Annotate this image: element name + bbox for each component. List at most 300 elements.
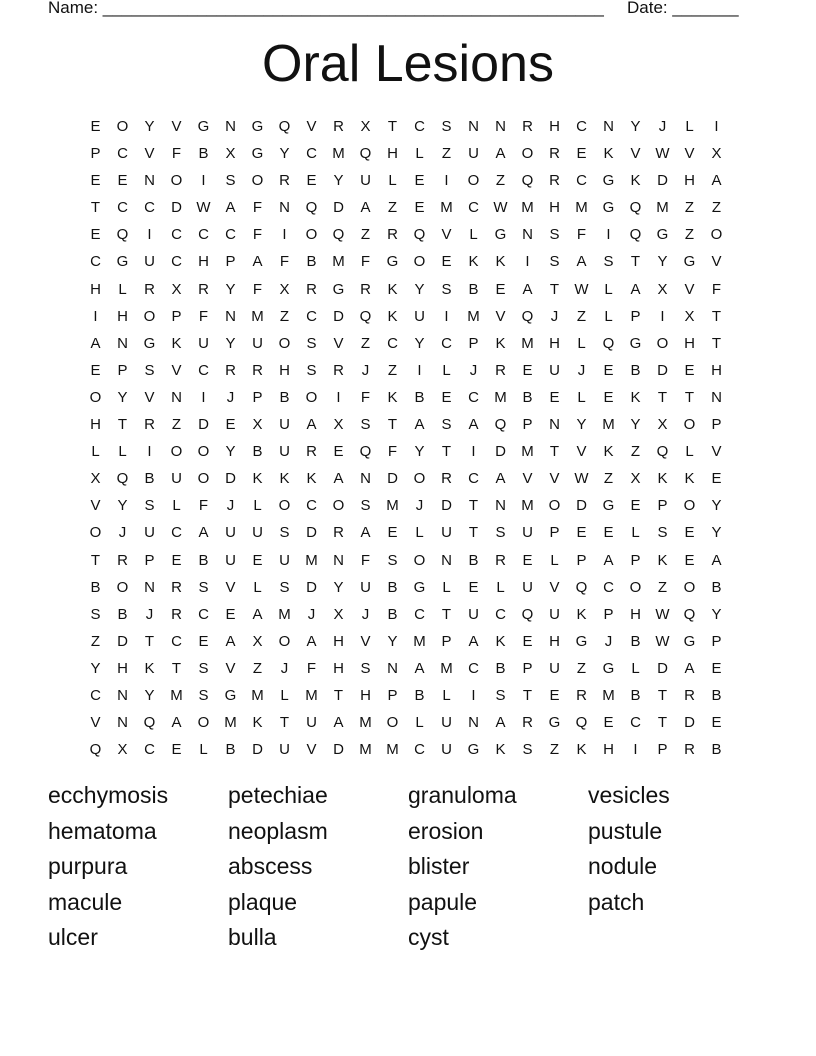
- grid-letter: C: [90, 686, 101, 704]
- grid-letter: O: [278, 334, 291, 352]
- grid-letter: W: [574, 470, 589, 488]
- header: [48, 0, 748, 20]
- grid-letter: R: [333, 524, 344, 542]
- grid-letter: H: [117, 659, 128, 677]
- grid-letter: K: [495, 632, 506, 650]
- grid-letter: O: [305, 388, 318, 406]
- name-field: Name: _____________________________________________________: [48, 0, 604, 17]
- grid-letter: S: [198, 686, 209, 704]
- grid-letter: M: [305, 551, 318, 569]
- grid-letter: E: [387, 524, 398, 542]
- grid-letter: A: [360, 524, 371, 542]
- grid-letter: B: [468, 280, 479, 298]
- word-list-item: cyst: [408, 924, 449, 951]
- grid-letter: C: [144, 741, 155, 759]
- grid-letter: S: [549, 253, 560, 271]
- grid-letter: J: [658, 118, 667, 135]
- grid-letter: P: [549, 524, 560, 542]
- grid-letter: S: [144, 361, 155, 379]
- grid-letter: G: [494, 226, 507, 244]
- grid-letter: U: [522, 578, 533, 596]
- grid-letter: B: [387, 578, 398, 596]
- grid-letter: D: [306, 578, 317, 596]
- date-field: Date: _______: [627, 0, 739, 17]
- grid-letter: A: [252, 605, 263, 623]
- grid-letter: M: [440, 659, 453, 677]
- grid-letter: W: [493, 199, 508, 217]
- grid-letter: Q: [602, 334, 615, 352]
- grid-letter: Z: [684, 199, 695, 217]
- grid-letter: C: [306, 145, 317, 163]
- grid-letter: T: [657, 388, 668, 406]
- grid-letter: N: [549, 416, 560, 434]
- grid-letter: P: [630, 551, 641, 569]
- grid-letter: E: [252, 551, 263, 569]
- grid-letter: N: [117, 334, 128, 352]
- grid-letter: A: [306, 632, 317, 650]
- grid-letter: C: [171, 253, 182, 271]
- grid-letter: O: [197, 714, 210, 732]
- grid-letter: V: [549, 578, 560, 596]
- grid-letter: L: [631, 524, 640, 542]
- grid-letter: Z: [387, 361, 398, 379]
- grid-letter: M: [359, 741, 372, 759]
- grid-letter: L: [415, 145, 424, 163]
- grid-letter: A: [711, 172, 722, 190]
- grid-letter: M: [467, 307, 480, 325]
- grid-letter: U: [171, 470, 182, 488]
- grid-letter: H: [711, 361, 722, 379]
- grid-letter: P: [657, 497, 668, 515]
- grid-letter: W: [655, 605, 670, 623]
- grid-letter: D: [333, 307, 344, 325]
- grid-letter: X: [657, 280, 668, 298]
- grid-letter: R: [306, 280, 317, 298]
- grid-letter: C: [468, 470, 479, 488]
- grid-letter: Z: [576, 307, 587, 325]
- grid-letter: B: [711, 578, 722, 596]
- grid-letter: N: [495, 497, 506, 515]
- grid-letter: M: [494, 388, 507, 406]
- grid-letter: E: [171, 551, 182, 569]
- grid-letter: F: [360, 551, 371, 569]
- grid-letter: A: [414, 416, 425, 434]
- grid-letter: I: [147, 443, 152, 461]
- grid-letter: S: [441, 118, 452, 135]
- grid-letter: U: [549, 361, 560, 379]
- grid-letter: E: [90, 226, 101, 244]
- grid-letter: T: [441, 443, 452, 461]
- grid-letter: Z: [576, 659, 587, 677]
- grid-letter: R: [387, 226, 398, 244]
- grid-letter: R: [198, 280, 209, 298]
- grid-letter: E: [333, 443, 344, 461]
- grid-letter: M: [278, 605, 291, 623]
- grid-letter: D: [657, 361, 668, 379]
- grid-letter: A: [495, 145, 506, 163]
- grid-letter: F: [711, 280, 722, 298]
- grid-letter: Y: [576, 416, 587, 434]
- grid-letter: M: [170, 686, 183, 704]
- word-list-item: blister: [408, 853, 470, 880]
- grid-letter: T: [387, 118, 398, 135]
- grid-letter: O: [386, 714, 399, 732]
- grid-letter: U: [279, 416, 290, 434]
- grid-letter: T: [549, 443, 560, 461]
- grid-letter: U: [468, 605, 479, 623]
- grid-letter: T: [468, 497, 479, 515]
- grid-letter: U: [468, 145, 479, 163]
- grid-letter: C: [198, 361, 209, 379]
- grid-letter: T: [279, 714, 290, 732]
- grid-letter: M: [575, 199, 588, 217]
- grid-letter: K: [495, 253, 506, 271]
- grid-letter: C: [603, 578, 614, 596]
- grid-letter: T: [144, 632, 155, 650]
- grid-letter: R: [684, 741, 695, 759]
- grid-letter: K: [657, 470, 668, 488]
- grid-letter: B: [279, 388, 290, 406]
- grid-letter: R: [252, 361, 263, 379]
- grid-letter: T: [333, 686, 344, 704]
- grid-letter: K: [387, 388, 398, 406]
- grid-letter: L: [172, 497, 181, 515]
- grid-letter: B: [414, 388, 425, 406]
- grid-letter: Y: [414, 334, 425, 352]
- grid-letter: T: [630, 253, 641, 271]
- grid-letter: V: [630, 145, 641, 163]
- grid-letter: D: [387, 470, 398, 488]
- grid-letter: R: [171, 578, 182, 596]
- grid-letter: R: [333, 118, 344, 135]
- grid-letter: L: [280, 686, 289, 704]
- grid-letter: F: [360, 253, 371, 271]
- grid-letter: V: [306, 118, 317, 135]
- grid-letter: O: [683, 578, 696, 596]
- grid-letter: U: [441, 741, 452, 759]
- grid-letter: G: [602, 659, 615, 677]
- grid-letter: N: [117, 686, 128, 704]
- grid-letter: P: [603, 605, 614, 623]
- grid-letter: S: [495, 524, 506, 542]
- grid-letter: C: [414, 118, 425, 135]
- grid-letter: L: [550, 551, 559, 569]
- grid-letter: V: [576, 443, 587, 461]
- grid-letter: J: [118, 524, 127, 542]
- grid-letter: S: [495, 686, 506, 704]
- grid-letter: D: [657, 659, 668, 677]
- grid-letter: P: [90, 145, 101, 163]
- grid-letter: O: [305, 226, 318, 244]
- grid-letter: O: [683, 416, 696, 434]
- grid-letter: G: [548, 714, 561, 732]
- grid-letter: D: [306, 524, 317, 542]
- grid-letter: I: [93, 307, 98, 325]
- grid-letter: O: [413, 253, 426, 271]
- grid-letter: H: [387, 145, 398, 163]
- grid-letter: B: [90, 578, 101, 596]
- grid-letter: X: [225, 145, 236, 163]
- grid-letter: O: [413, 551, 426, 569]
- grid-letter: V: [144, 145, 155, 163]
- grid-letter: E: [495, 280, 506, 298]
- grid-letter: R: [495, 551, 506, 569]
- grid-letter: V: [360, 632, 371, 650]
- grid-letter: S: [549, 226, 560, 244]
- grid-letter: A: [495, 470, 506, 488]
- grid-letter: E: [711, 714, 722, 732]
- grid-letter: U: [225, 524, 236, 542]
- grid-letter: X: [630, 470, 641, 488]
- grid-letter: L: [604, 280, 613, 298]
- grid-letter: G: [602, 172, 615, 190]
- grid-letter: K: [252, 470, 263, 488]
- grid-letter: P: [522, 416, 533, 434]
- word-list-item: neoplasm: [228, 817, 328, 844]
- grid-letter: H: [117, 307, 128, 325]
- grid-letter: M: [521, 199, 534, 217]
- grid-letter: L: [469, 226, 478, 244]
- grid-letter: K: [603, 145, 614, 163]
- grid-letter: C: [576, 172, 587, 190]
- grid-letter: L: [496, 578, 505, 596]
- grid-letter: S: [657, 524, 668, 542]
- grid-letter: E: [684, 551, 695, 569]
- grid-letter: B: [414, 686, 425, 704]
- grid-letter: Z: [549, 741, 560, 759]
- grid-letter: F: [387, 443, 398, 461]
- grid-letter: B: [225, 741, 236, 759]
- grid-letter: L: [199, 741, 208, 759]
- grid-letter: Q: [359, 145, 372, 163]
- grid-letter: S: [306, 334, 317, 352]
- grid-letter: I: [201, 388, 206, 406]
- grid-letter: O: [656, 334, 669, 352]
- grid-letter: Z: [171, 416, 182, 434]
- grid-letter: Y: [657, 253, 668, 271]
- grid-letter: U: [225, 551, 236, 569]
- grid-letter: O: [116, 578, 129, 596]
- grid-letter: X: [711, 145, 722, 163]
- grid-letter: C: [198, 605, 209, 623]
- grid-letter: Y: [279, 145, 290, 163]
- grid-letter: J: [226, 497, 235, 515]
- grid-letter: O: [251, 172, 264, 190]
- grid-letter: O: [170, 443, 183, 461]
- grid-letter: E: [468, 578, 479, 596]
- grid-letter: C: [171, 632, 182, 650]
- grid-letter: A: [630, 280, 641, 298]
- grid-letter: E: [684, 524, 695, 542]
- grid-letter: G: [656, 226, 669, 244]
- grid-letter: K: [495, 741, 506, 759]
- grid-letter: T: [657, 714, 668, 732]
- grid-letter: E: [576, 145, 587, 163]
- grid-letter: X: [279, 280, 290, 298]
- grid-letter: I: [525, 253, 530, 271]
- grid-letter: L: [253, 497, 262, 515]
- grid-letter: M: [251, 686, 264, 704]
- grid-letter: S: [279, 578, 290, 596]
- grid-letter: E: [441, 388, 452, 406]
- grid-letter: R: [306, 443, 317, 461]
- grid-letter: A: [360, 199, 371, 217]
- grid-letter: Y: [414, 280, 425, 298]
- grid-letter: O: [548, 497, 561, 515]
- grid-letter: E: [171, 741, 182, 759]
- grid-letter: B: [630, 361, 641, 379]
- grid-letter: U: [522, 524, 533, 542]
- grid-letter: A: [603, 551, 614, 569]
- grid-letter: H: [630, 605, 641, 623]
- grid-letter: A: [576, 253, 587, 271]
- grid-letter: O: [332, 497, 345, 515]
- grid-letter: Q: [575, 714, 588, 732]
- grid-letter: O: [170, 172, 183, 190]
- grid-letter: J: [307, 605, 316, 623]
- grid-letter: E: [603, 714, 614, 732]
- grid-letter: A: [468, 416, 479, 434]
- grid-letter: R: [522, 118, 533, 135]
- grid-letter: O: [629, 578, 642, 596]
- grid-letter: I: [660, 307, 665, 325]
- grid-letter: E: [549, 686, 560, 704]
- grid-letter: I: [147, 226, 152, 244]
- grid-letter: R: [117, 551, 128, 569]
- grid-letter: C: [414, 605, 425, 623]
- word-list-item: patch: [588, 888, 645, 915]
- word-list-item: vesicles: [588, 782, 670, 808]
- grid-letter: D: [657, 172, 668, 190]
- grid-letter: O: [278, 632, 291, 650]
- grid-letter: R: [225, 361, 236, 379]
- grid-letter: S: [387, 551, 398, 569]
- grid-letter: P: [630, 307, 641, 325]
- grid-letter: L: [91, 443, 100, 461]
- grid-letter: V: [171, 361, 182, 379]
- grid-letter: Z: [630, 443, 641, 461]
- grid-letter: C: [144, 199, 155, 217]
- grid-letter: Y: [414, 443, 425, 461]
- grid-letter: D: [684, 714, 695, 732]
- grid-letter: M: [521, 334, 534, 352]
- grid-letter: K: [387, 307, 398, 325]
- grid-letter: K: [657, 551, 668, 569]
- grid-letter: T: [522, 686, 533, 704]
- grid-letter: N: [279, 199, 290, 217]
- grid-letter: O: [278, 497, 291, 515]
- grid-letter: X: [171, 280, 182, 298]
- grid-letter: A: [711, 551, 722, 569]
- grid-letter: N: [441, 551, 452, 569]
- grid-letter: Y: [711, 497, 722, 515]
- grid-letter: Y: [711, 605, 722, 623]
- grid-letter: C: [198, 226, 209, 244]
- grid-letter: L: [118, 443, 127, 461]
- grid-letter: N: [522, 226, 533, 244]
- word-list-item: macule: [48, 888, 123, 915]
- grid-letter: O: [89, 524, 102, 542]
- grid-letter: N: [144, 578, 155, 596]
- grid-letter: M: [386, 497, 399, 515]
- grid-letter: T: [171, 659, 182, 677]
- grid-letter: G: [251, 118, 264, 135]
- grid-letter: G: [413, 578, 426, 596]
- grid-letter: F: [252, 280, 263, 298]
- grid-letter: B: [711, 686, 722, 704]
- grid-letter: C: [117, 199, 128, 217]
- grid-letter: C: [90, 253, 101, 271]
- grid-letter: F: [198, 497, 209, 515]
- grid-letter: O: [143, 307, 156, 325]
- grid-letter: P: [468, 334, 479, 352]
- grid-letter: P: [522, 659, 533, 677]
- grid-letter: G: [224, 686, 237, 704]
- grid-letter: J: [550, 307, 559, 325]
- grid-letter: I: [282, 226, 287, 244]
- grid-letter: E: [90, 172, 101, 190]
- grid-letter: C: [117, 145, 128, 163]
- grid-letter: A: [333, 714, 344, 732]
- word-list-item: bulla: [228, 924, 277, 951]
- grid-letter: R: [576, 686, 587, 704]
- word-list: [48, 778, 768, 956]
- word-list-item: erosion: [408, 817, 484, 844]
- grid-letter: F: [198, 307, 209, 325]
- grid-letter: V: [90, 497, 101, 515]
- grid-letter: P: [387, 686, 398, 704]
- grid-letter: E: [603, 524, 614, 542]
- grid-letter: Z: [387, 199, 398, 217]
- grid-letter: L: [604, 307, 613, 325]
- grid-letter: X: [657, 416, 668, 434]
- grid-letter: M: [602, 686, 615, 704]
- grid-letter: G: [197, 118, 210, 135]
- grid-letter: E: [603, 388, 614, 406]
- grid-letter: O: [197, 470, 210, 488]
- grid-letter: D: [495, 443, 506, 461]
- grid-letter: G: [602, 199, 615, 217]
- grid-letter: K: [144, 659, 155, 677]
- grid-letter: V: [144, 388, 155, 406]
- grid-letter: L: [442, 686, 451, 704]
- grid-letter: S: [360, 659, 371, 677]
- grid-letter: U: [144, 253, 155, 271]
- grid-letter: Z: [279, 307, 290, 325]
- grid-letter: B: [117, 605, 128, 623]
- grid-letter: L: [577, 334, 586, 352]
- grid-letter: S: [144, 497, 155, 515]
- word-list-item: pustule: [588, 817, 663, 844]
- grid-letter: Q: [629, 226, 642, 244]
- grid-letter: V: [522, 470, 533, 488]
- grid-letter: R: [144, 280, 155, 298]
- grid-letter: F: [279, 253, 290, 271]
- grid-letter: H: [90, 280, 101, 298]
- grid-letter: Q: [359, 307, 372, 325]
- grid-letter: J: [361, 361, 370, 379]
- grid-letter: J: [577, 361, 586, 379]
- grid-letter: U: [306, 714, 317, 732]
- grid-letter: I: [444, 172, 449, 190]
- grid-letter: G: [332, 280, 345, 298]
- grid-letter: P: [225, 253, 236, 271]
- grid-letter: G: [575, 632, 588, 650]
- grid-letter: T: [549, 280, 560, 298]
- grid-letter: E: [711, 470, 722, 488]
- word-list-item: nodule: [588, 853, 658, 880]
- grid-letter: U: [441, 714, 452, 732]
